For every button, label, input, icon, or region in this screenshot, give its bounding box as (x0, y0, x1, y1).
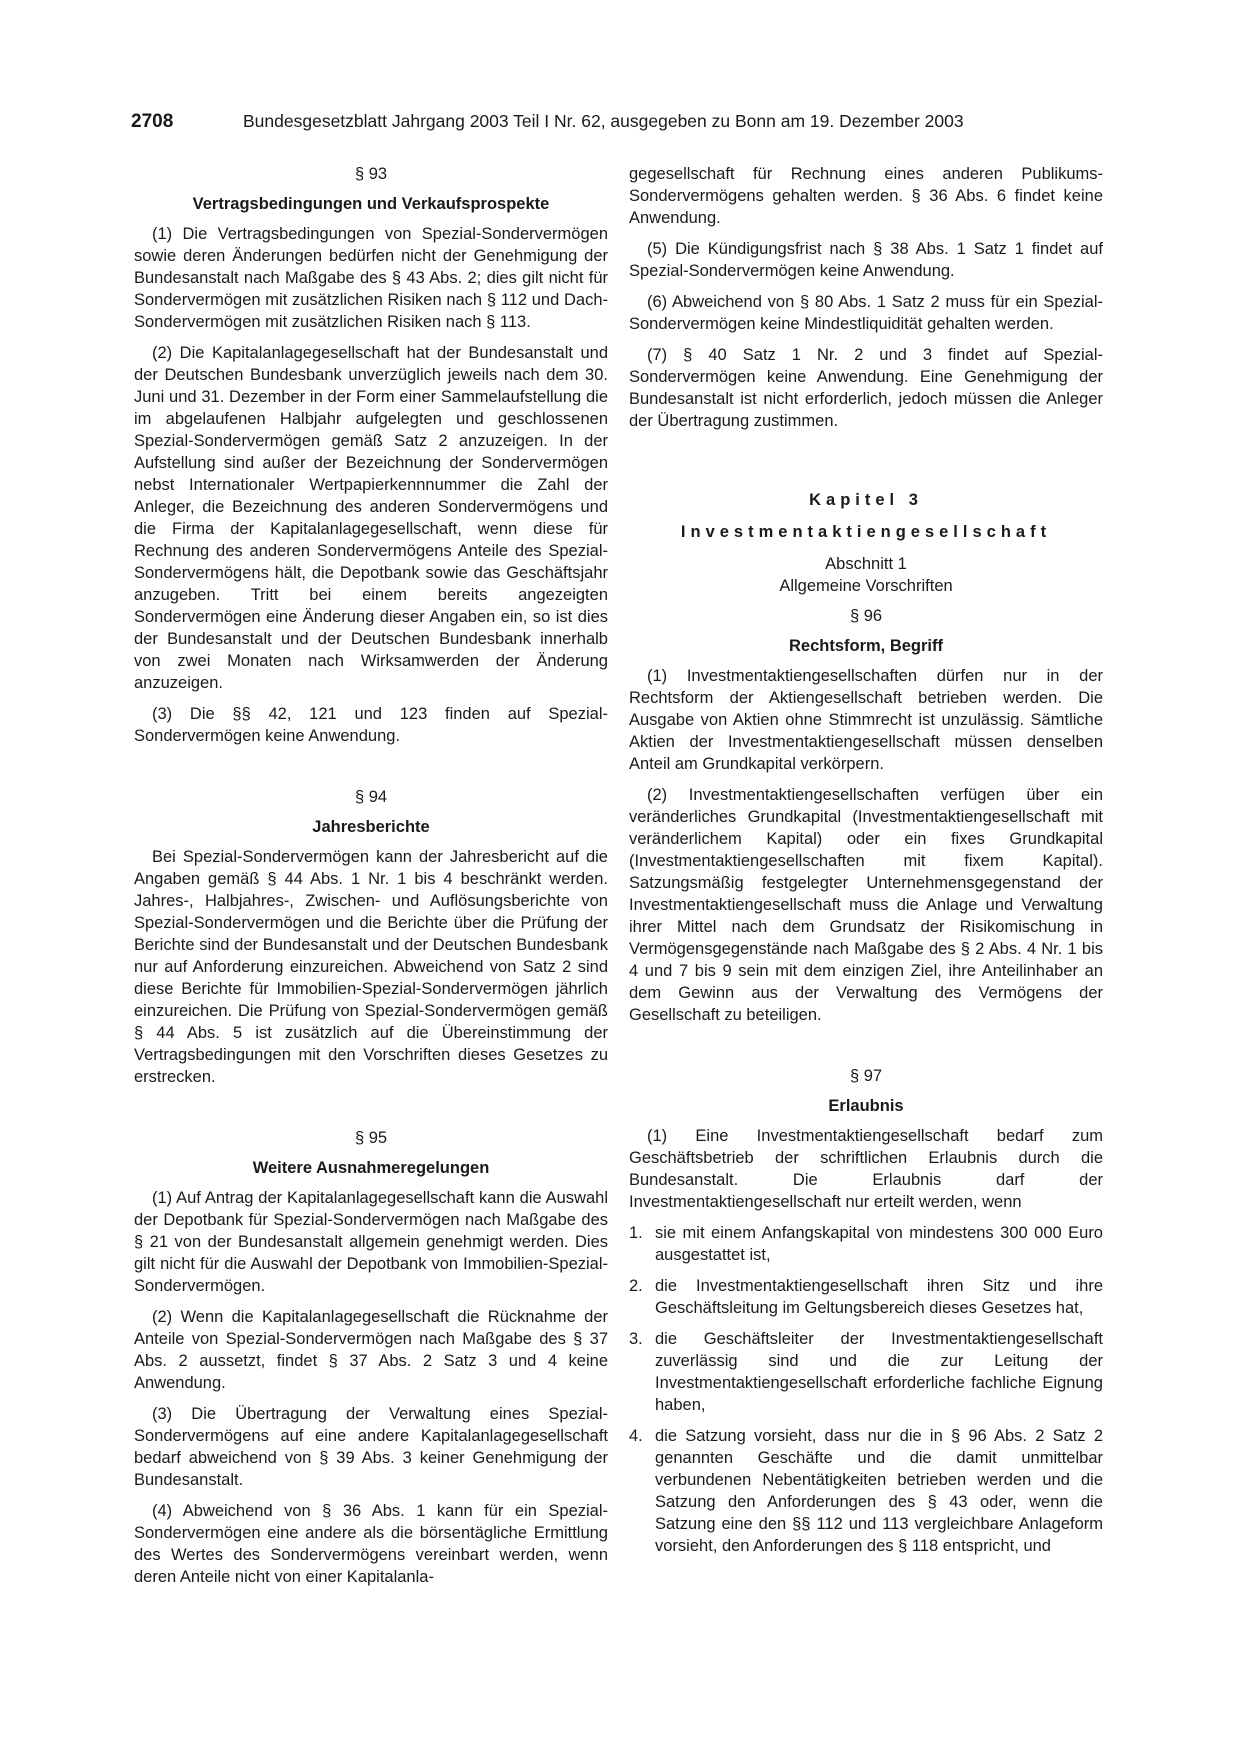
section-97-number: § 97 (849, 1067, 883, 1085)
section-95-paragraph-6: (6) Abweichend von § 80 Abs. 1 Satz 2 muss für ein Spezial-Sondervermögen keine Mindestliquidität gehalten werden. (629, 293, 1103, 333)
list-item-text: die Satzung vorsieht, dass nur die in § 96 Abs. 2 Satz 2 genannten Geschäfte und die damit unmittelbar verbundenen Nebentätigkeiten betrieben werden und die Satzung den Anforderungen des § 43 oder, wenn die Satzung eine den §§ 112 und 113 vergleichbare Anlageform vorsieht, den Anforderungen des § 118 entspricht, und (655, 1427, 1103, 1555)
list-item (629, 1425, 1103, 1557)
list-item-text: die Investmentaktiengesellschaft ihren Sitz und ihre Geschäftsleitung im Geltungsbereich dieses Gesetzes hat, (655, 1277, 1103, 1317)
section-93-paragraph-3: (3) Die §§ 42, 121 und 123 finden auf Spezial-Sondervermögen keine Anwendung. (134, 705, 608, 745)
section-95-title: Weitere Ausnahmeregelungen (252, 1159, 490, 1177)
section-93-number: § 93 (354, 165, 388, 183)
section-94-title: Jahresberichte (312, 818, 430, 836)
section-97-paragraph-1: (1) Eine Investmentaktiengesellschaft bedarf zum Geschäftsbetrieb der schriftlichen Erlaubnis durch die Bundesanstalt. Die Erlaubnis darf der Investmentaktiengesellschaft nur erteilt werden, wenn (629, 1127, 1103, 1211)
page-number: 2708 (131, 111, 174, 132)
list-item (629, 1222, 1103, 1266)
left-column (134, 163, 608, 1597)
list-item-number: 1. (629, 1224, 643, 1242)
page-header (131, 110, 1011, 133)
section-96-paragraph-1: (1) Investmentaktiengesellschaften dürfen nur in der Rechtsform der Aktiengesellschaft betrieben werden. Die Ausgabe von Aktien ohne Stimmrecht ist unzulässig. Sämtliche Aktien der Investmentaktiengesellschaft müssen denselben Anteil am Grundkapital verkörpern. (629, 667, 1103, 773)
section-97-title: Erlaubnis (828, 1097, 904, 1115)
section-heading: Abschnitt 1 (825, 555, 907, 573)
section-95-paragraph-5: (5) Die Kündigungsfrist nach § 38 Abs. 1 Satz 1 findet auf Spezial-Sondervermögen keine Anwendung. (629, 240, 1103, 280)
section-93-title: Vertragsbedingungen und Verkaufsprospekte (192, 195, 550, 213)
section-93-paragraph-1: (1) Die Vertragsbedingungen von Spezial-Sondervermögen sowie deren Änderungen bedürfen nicht der Genehmigung der Bundesanstalt nach Maßgabe des § 43 Abs. 2; dies gilt nicht für Sondervermögen mit zusätzlichen Risiken nach § 112 und Dach-Sondervermögen mit zusätzlichen Risiken nach § 113. (134, 225, 608, 331)
section-95-paragraph-4: (4) Abweichend von § 36 Abs. 1 kann für ein Spezial-Sondervermögen eine andere als die börsentägliche Ermittlung des Wertes des Sondervermögens vereinbart werden, wenn deren Anteile nicht von einer Kapitalanla- (134, 1502, 608, 1586)
section-95-paragraph-7: (7) § 40 Satz 1 Nr. 2 und 3 findet auf Spezial-Sondervermögen keine Anwendung. Eine Genehmigung der Bundesanstalt ist nicht erforderlich, jedoch müssen die Anleger der Übertragung zustimmen. (629, 346, 1103, 430)
chapter-title: Investmentaktiengesellschaft (680, 523, 1052, 541)
chapter-heading: Kapitel 3 (809, 491, 923, 509)
list-item (629, 1328, 1103, 1416)
list-item-number: 3. (629, 1330, 643, 1348)
section-95-number: § 95 (354, 1129, 388, 1147)
section-95-paragraph-1: (1) Auf Antrag der Kapitalanlagegesellschaft kann die Auswahl der Depotbank für Spezial-Sondervermögen nach Maßgabe des § 21 von der Bundesanstalt allgemein genehmigt werden. Dies gilt nicht für die Auswahl der Depotbank von Immobilien-Spezial-Sondervermögen. (134, 1189, 608, 1295)
section-94-number: § 94 (354, 788, 388, 806)
right-column (629, 163, 1103, 1566)
list-item-number: 4. (629, 1427, 643, 1445)
section-96-title: Rechtsform, Begriff (788, 637, 944, 655)
section-title: Allgemeine Vorschriften (779, 577, 953, 595)
section-96-number: § 96 (849, 607, 883, 625)
conditions-list (629, 1222, 1103, 1557)
gazette-title: Bundesgesetzblatt Jahrgang 2003 Teil I Nr. 62, ausgegeben zu Bonn am 19. Dezember 2003 (243, 111, 964, 131)
list-item-text: die Geschäftsleiter der Investmentaktiengesellschaft zuverlässig sind und die zur Leitung der Investmentaktiengesellschaft erforderliche fachliche Eignung haben, (655, 1330, 1103, 1414)
section-94-paragraph-1: Bei Spezial-Sondervermögen kann der Jahresbericht auf die Angaben gemäß § 44 Abs. 1 Nr. 1 bis 4 beschränkt werden. Jahres-, Halbjahres-, Zwischen- und Auflösungsberichte von Spezial-Sondervermögen und die Berichte über die Prüfung der Berichte sind der Bundesanstalt und der Deutschen Bundesbank nur auf Anforderung einzureichen. Abweichend von Satz 2 sind diese Berichte für Immobilien-Spezial-Sondervermögen jährlich einzureichen. Die Prüfung von Spezial-Sondervermögen gemäß § 44 Abs. 5 ist zusätzlich auf die Übereinstimmung der Vertragsbedingungen mit den Vorschriften dieses Gesetzes zu erstrecken. (134, 848, 608, 1086)
section-95-paragraph-3: (3) Die Übertragung der Verwaltung eines Spezial-Sondervermögens auf eine andere Kapitalanlagegesellschaft bedarf abweichend von § 39 Abs. 3 keiner Genehmigung der Bundesanstalt. (134, 1405, 608, 1489)
list-item-number: 2. (629, 1277, 643, 1295)
section-93-paragraph-2: (2) Die Kapitalanlagegesellschaft hat der Bundesanstalt und der Deutschen Bundesbank unverzüglich jeweils nach dem 30. Juni und 31. Dezember in der Form einer Sammelaufstellung die im abgelaufenen Halbjahr aufgelegten und geschlossenen Spezial-Sondervermögen gemäß Satz 2 anzuzeigen. In der Aufstellung sind außer der Bezeichnung der Sondervermögen nebst Internationaler Wertpapierkennnummer die Zahl der Anleger, die Bezeichnung des anderen Sondervermögens und die Firma der Kapitalanlagegesellschaft, wenn diese für Rechnung des anderen Sondervermögens Anteile des Spezial-Sondervermögens hält, die Depotbank sowie das Geschäftsjahr anzugeben. Tritt bei einem bereits angezeigten Sondervermögen eine Änderung dieser Angaben ein, so ist dies der Bundesanstalt und der Deutschen Bundesbank innerhalb von zwei Monaten nach Wirksamwerden der Änderung anzuzeigen. (134, 344, 608, 692)
section-95-paragraph-2: (2) Wenn die Kapitalanlagegesellschaft die Rücknahme der Anteile von Spezial-Sondervermögen nach Maßgabe des § 37 Abs. 2 aussetzt, findet § 37 Abs. 2 Satz 3 und 4 keine Anwendung. (134, 1308, 608, 1392)
list-item (629, 1275, 1103, 1319)
section-95-paragraph-4-continued: gegesellschaft für Rechnung eines anderen Publikums-Sondervermögens gehalten werden. § 36 Abs. 6 findet keine Anwendung. (629, 165, 1103, 227)
list-item-text: sie mit einem Anfangskapital von mindestens 300 000 Euro ausgestattet ist, (655, 1224, 1103, 1264)
section-96-paragraph-2: (2) Investmentaktiengesellschaften verfügen über ein veränderliches Grundkapital (Investmentaktiengesellschaft mit veränderlichem Kapital) oder ein fixes Grundkapital (Investmentaktiengesellschaften mit fixem Kapital). Satzungsmäßig festgelegter Unternehmensgegenstand der Investmentaktiengesellschaft muss die Anlage und Verwaltung ihrer Mittel nach dem Grundsatz der Risikomischung in Vermögensgegenstände nach Maßgabe des § 2 Abs. 4 Nr. 1 bis 4 und 7 bis 9 sein mit dem einzigen Ziel, ihre Anteilinhaber an dem Gewinn aus der Verwaltung des Vermögens der Gesellschaft zu beteiligen. (629, 786, 1103, 1024)
